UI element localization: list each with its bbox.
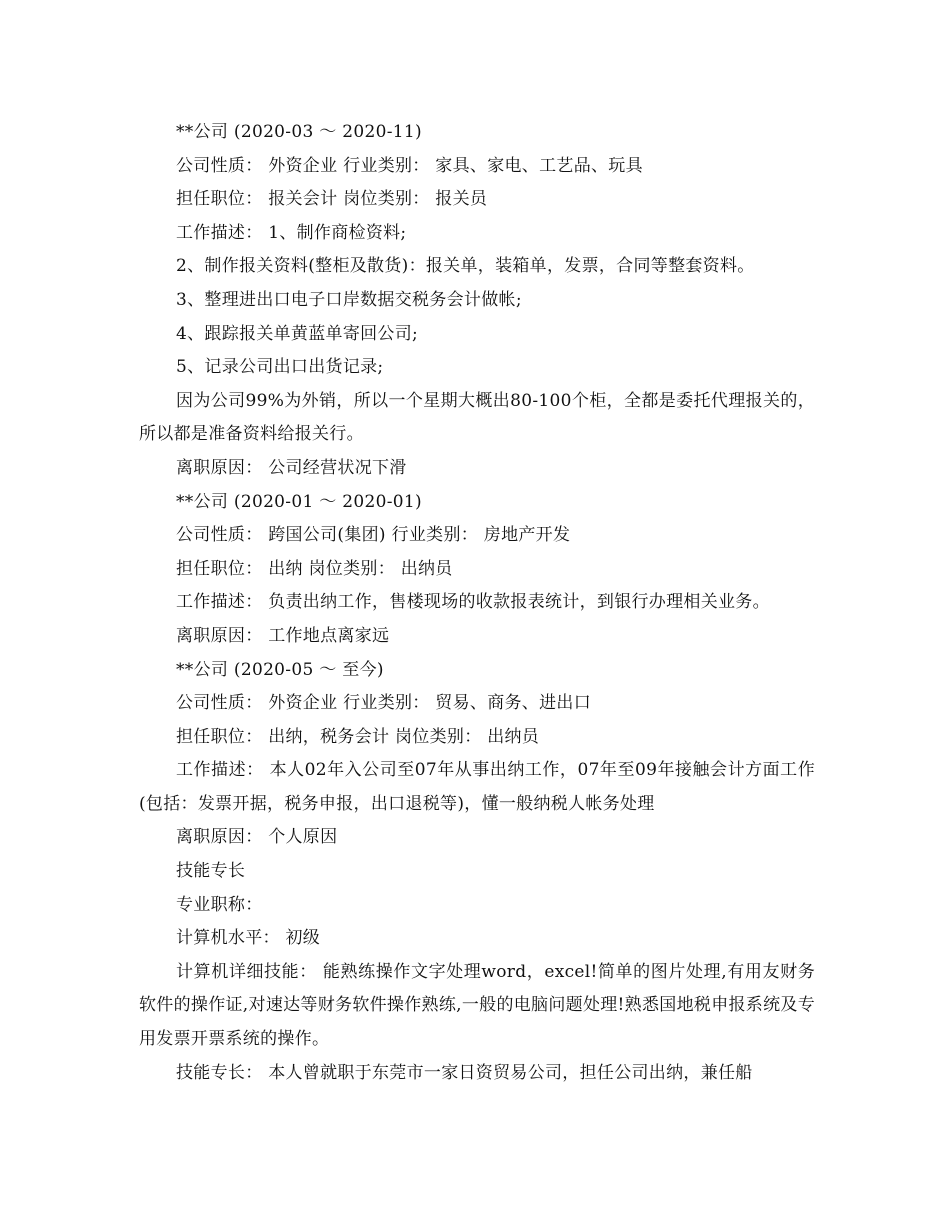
job-item: 4、跟踪报关单黄蓝单寄回公司;	[176, 323, 419, 344]
position: 担任职位： 出纳 岗位类别： 出纳员	[176, 558, 453, 579]
company-nature: 公司性质： 跨国公司(集团) 行业类别： 房地产开发	[176, 525, 571, 546]
position: 担任职位： 出纳，税务会计 岗位类别： 出纳员	[176, 726, 540, 747]
computer-skills: 计算机详细技能： 能熟练操作文字处理word，excel!简单的图片处理,有用友财务软件的操作证,对速达等财务软件操作熟练,一般的电脑问题处理!熟悉国地税申报系统及专用发票开票系统的操作。	[139, 961, 815, 1050]
position: 担任职位： 报关会计 岗位类别： 报关员	[176, 189, 488, 210]
job-description: 工作描述： 本人02年入公司至07年从事出纳工作，07年至09年接触会计方面工作(包括：发票开据，税务申报，出口退税等)，懂一般纳税人帐务处理	[139, 760, 815, 814]
job-note: 因为公司99%为外销，所以一个星期大概出80-100个柜，全都是委托代理报关的，所以都是准备资料给报关行。	[139, 390, 815, 445]
job-item: 5、记录公司出口出货记录;	[176, 357, 384, 378]
job-item: 3、整理进出口电子口岸数据交税务会计做帐;	[176, 289, 522, 310]
leave-reason: 离职原因： 公司经营状况下滑	[176, 457, 407, 478]
professional-title: 专业职称：	[176, 894, 263, 915]
leave-reason: 离职原因： 个人原因	[176, 827, 338, 848]
company-header: **公司 (2020-03 ～ 2020-11)	[176, 122, 422, 142]
leave-reason: 离职原因： 工作地点离家远	[176, 625, 390, 646]
document-body	[139, 116, 815, 1090]
job-item: 2、制作报关资料(整柜及散货)：报关单，装箱单，发票，合同等整套资料。	[176, 256, 755, 277]
company-nature: 公司性质： 外资企业 行业类别： 家具、家电、工艺品、玩具	[176, 155, 643, 176]
job-description: 工作描述： 负责出纳工作，售楼现场的收款报表统计，到银行办理相关业务。	[176, 592, 770, 613]
job-description: 工作描述： 1、制作商检资料;	[176, 222, 407, 243]
computer-level: 计算机水平： 初级	[176, 928, 321, 949]
skills-summary: 技能专长： 本人曾就职于东莞市一家日资贸易公司，担任公司出纳，兼任船	[176, 1062, 753, 1083]
company-header: **公司 (2020-05 ～ 至今)	[176, 659, 384, 680]
company-header: **公司 (2020-01 ～ 2020-01)	[176, 491, 422, 512]
skills-heading: 技能专长	[176, 861, 246, 882]
company-nature: 公司性质： 外资企业 行业类别： 贸易、商务、进出口	[176, 693, 592, 714]
